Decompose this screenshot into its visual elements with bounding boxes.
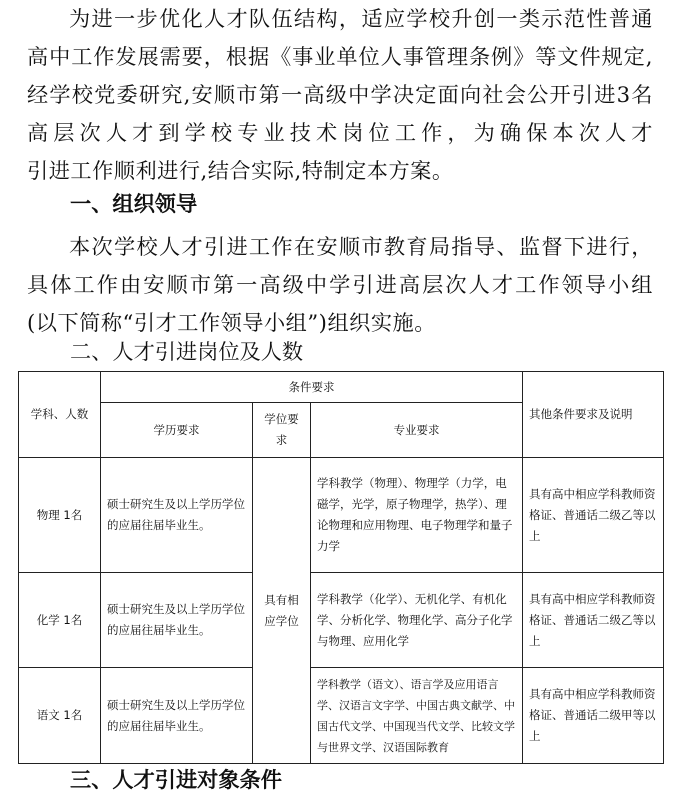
section1-line: (以下简称“引才工作领导小组”)组织实施。 [27,310,436,335]
row-subject: 物理 1名 [19,458,101,573]
table-row [19,458,664,573]
positions-table [18,371,664,764]
row-education: 硕士研究生及以上学历学位的应届往届毕业生。 [101,458,253,573]
row-subject: 化学 1名 [19,573,101,668]
header-conditions: 条件要求 [101,372,523,403]
table-row [19,573,664,668]
row-major: 学科教学（物理）、物理学（力学，电磁学，光学，原子物理学，热学）、理论物理和应用物理、电子物理学和量子力学 [311,458,523,573]
row-education: 硕士研究生及以上学历学位的应届往届毕业生。 [101,573,253,668]
intro-line: 引进工作顺利进行,结合实际,特制定本方案。 [27,158,454,183]
section-heading-organization: 一、组织领导 [70,191,198,216]
row-major: 学科教学（语文）、语言学及应用语言学、汉语言文字学、中国古典文献学、中国古代文学、中国现当代文学、比较文学与世界文学、汉语国际教育 [311,668,523,764]
row-other: 具有高中相应学科教师资格证、普通话二级乙等以上 [523,458,664,573]
section1-paragraph [27,228,653,304]
row-degree: 具有相应学位 [253,458,311,764]
section-heading-candidate-conditions: 三、人才引进对象条件 [70,767,282,792]
header-other: 其他条件要求及说明 [523,372,664,458]
section-heading-positions: 二、人才引进岗位及人数 [70,339,304,364]
intro-line: 引进3名高层次人才到学校专业技术岗位工作，为确保本次人才 [27,82,653,145]
section1-line: 具体工作由安顺市第一高级中学引进高层次人才工作领导小组 [27,272,653,297]
header-subject: 学科、人数 [19,372,101,458]
header-major: 专业要求 [311,403,523,458]
intro-line: 规定,经学校党委研究,安顺市第一高级中学决定面向社会公开 [27,44,653,107]
intro-paragraph [27,0,653,152]
intro-line: 为进一步优化人才队伍结构，适应学校升创一类示范性普 [69,6,632,31]
row-other: 具有高中相应学科教师资格证、普通话二级甲等以上 [523,668,664,764]
intro-line: 通高中工作发展需要，根据《事业单位人事管理条例》等文件 [27,6,653,69]
table-header-row [19,372,664,403]
row-other: 具有高中相应学科教师资格证、普通话二级乙等以上 [523,573,664,668]
table-row [19,668,664,764]
row-education: 硕士研究生及以上学历学位的应届往届毕业生。 [101,668,253,764]
section1-line: 本次学校人才引进工作在安顺市教育局指导、监督下进行， [69,234,653,259]
intro-paragraph-end [27,152,653,190]
header-education: 学历要求 [101,403,253,458]
row-major: 学科教学（化学）、无机化学、有机化学、分析化学、物理化学、高分子化学与物理、应用化学 [311,573,523,668]
header-degree: 学位要求 [253,403,311,458]
row-subject: 语文 1名 [19,668,101,764]
